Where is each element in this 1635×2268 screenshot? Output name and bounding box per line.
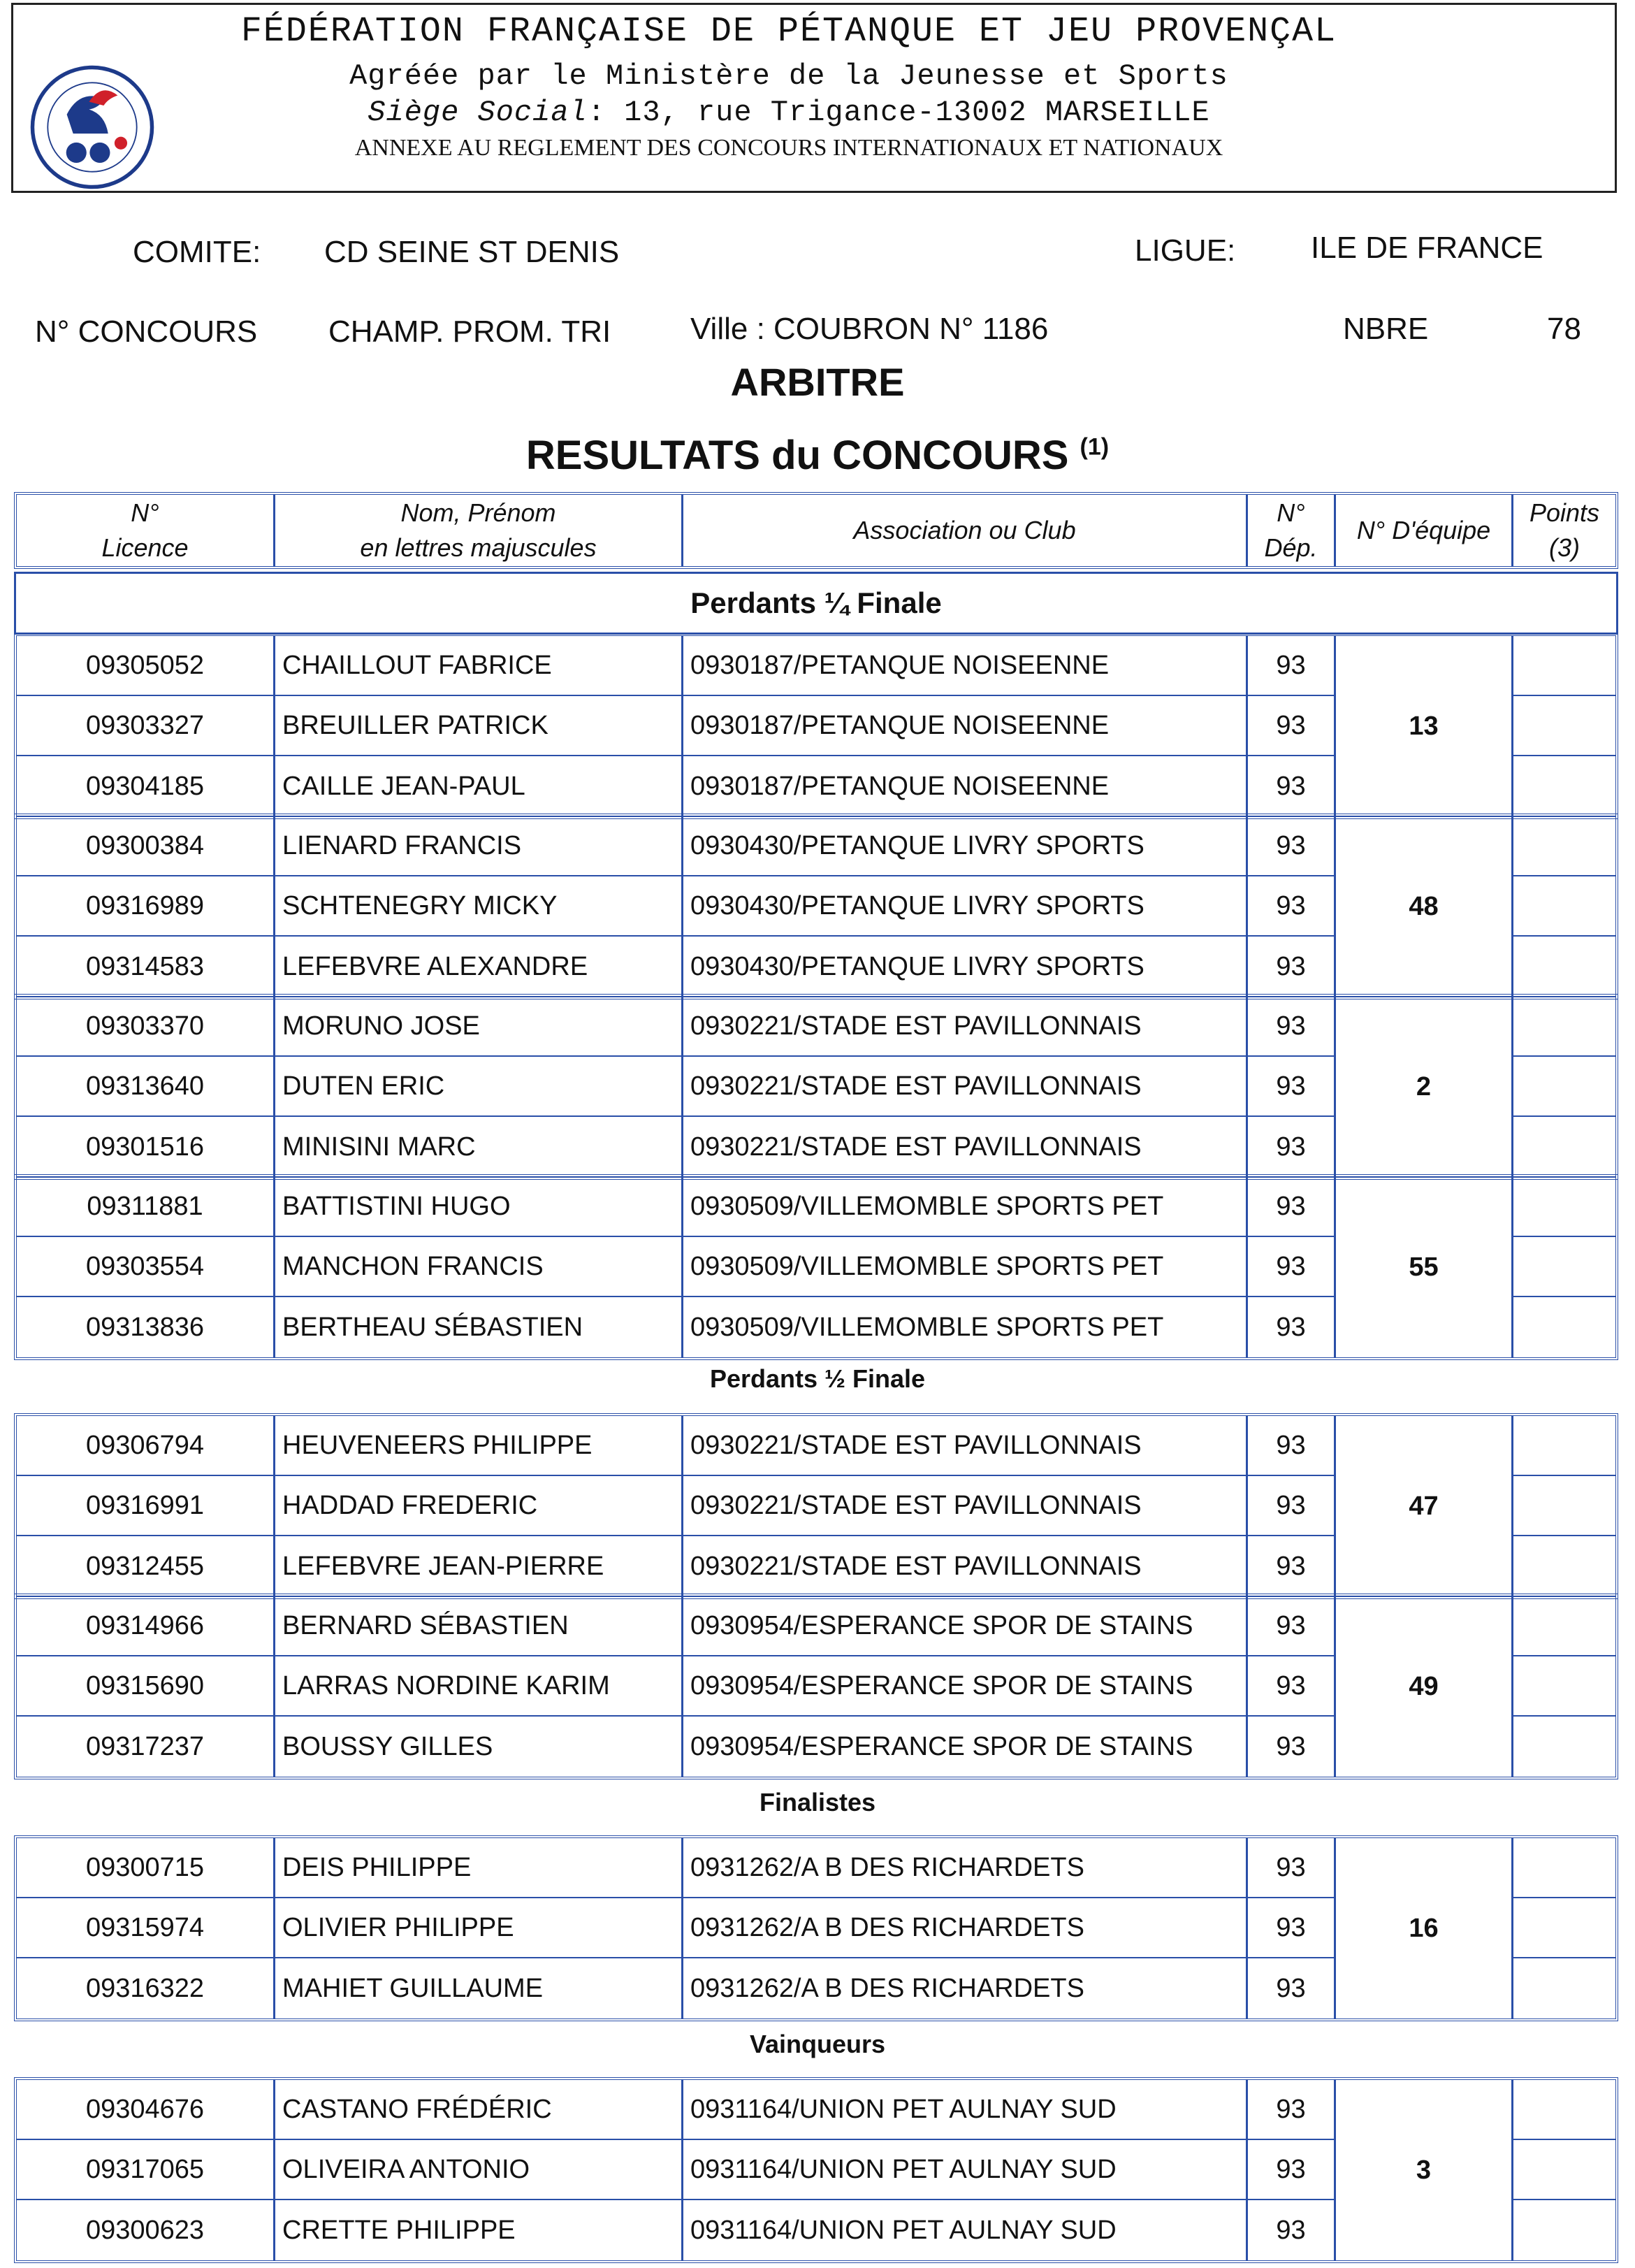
- points-cell: [1513, 1416, 1615, 1476]
- col-club-label: Association ou Club: [853, 516, 1076, 544]
- col-licence: [17, 495, 275, 566]
- resultats-note: (1): [1080, 433, 1110, 461]
- licence-cell: 09317065: [17, 2140, 275, 2200]
- nbre-value: 78: [1547, 312, 1581, 346]
- licence-cell: 09316322: [17, 1958, 275, 2018]
- col-dep-line2: Dép.: [1264, 533, 1318, 562]
- points-cell: [1513, 696, 1615, 756]
- licence-cell: 09315974: [17, 1898, 275, 1958]
- dep-cell: 93: [1248, 997, 1336, 1057]
- team-group: [14, 1835, 1618, 2021]
- name-cell: MAHIET GUILLAUME: [275, 1958, 683, 2018]
- club-cell: 0931164/UNION PET AULNAY SUD: [683, 2200, 1248, 2260]
- licence-cell: 09315690: [17, 1656, 275, 1717]
- points-cell: [1513, 2080, 1615, 2140]
- points-cell: [1513, 2140, 1615, 2200]
- team-number: 13: [1336, 636, 1513, 816]
- name-cell: DEIS PHILIPPE: [275, 1838, 683, 1898]
- club-cell: 0930221/STADE EST PAVILLONNAIS: [683, 1536, 1248, 1596]
- name-cell: HEUVENEERS PHILIPPE: [275, 1416, 683, 1476]
- licence-cell: 09303370: [17, 997, 275, 1057]
- licence-cell: 09313640: [17, 1057, 275, 1117]
- federation-header: [11, 3, 1617, 193]
- points-cell: [1513, 1898, 1615, 1958]
- name-cell: MANCHON FRANCIS: [275, 1237, 683, 1297]
- dep-cell: 93: [1248, 1057, 1336, 1117]
- licence-cell: 09303327: [17, 696, 275, 756]
- section-title: Finalistes: [759, 1788, 876, 1816]
- name-cell: SCHTENEGRY MICKY: [275, 876, 683, 937]
- siege-line: [125, 96, 1453, 129]
- team-group: [14, 814, 1618, 999]
- club-cell: 0930187/PETANQUE NOISEENNE: [683, 636, 1248, 696]
- comite-value: CD SEINE ST DENIS: [324, 235, 620, 269]
- nbre-label: NBRE: [1343, 312, 1429, 346]
- club-cell: 0930509/VILLEMOMBLE SPORTS PET: [683, 1177, 1248, 1237]
- club-cell: 0930221/STADE EST PAVILLONNAIS: [683, 1416, 1248, 1476]
- licence-cell: 09314966: [17, 1596, 275, 1656]
- resultats-text: RESULTATS du CONCOURS: [525, 433, 1069, 478]
- dep-cell: 93: [1248, 937, 1336, 997]
- points-cell: [1513, 1958, 1615, 2018]
- points-cell: [1513, 2200, 1615, 2260]
- resultats-title: [0, 432, 1635, 479]
- dep-cell: 93: [1248, 1117, 1336, 1177]
- dep-cell: 93: [1248, 1476, 1336, 1536]
- dep-cell: 93: [1248, 1838, 1336, 1898]
- name-cell: MINISINI MARC: [275, 1117, 683, 1177]
- licence-cell: 09304185: [17, 756, 275, 816]
- club-cell: 0930187/PETANQUE NOISEENNE: [683, 756, 1248, 816]
- dep-cell: 93: [1248, 1898, 1336, 1958]
- dep-cell: 93: [1248, 756, 1336, 816]
- licence-cell: 09303554: [17, 1237, 275, 1297]
- team-number: 16: [1336, 1838, 1513, 2018]
- dep-cell: 93: [1248, 2140, 1336, 2200]
- licence-cell: 09306794: [17, 1416, 275, 1476]
- team-group: [14, 1413, 1618, 1599]
- licence-cell: 09301516: [17, 1117, 275, 1177]
- team-number: 47: [1336, 1416, 1513, 1596]
- points-cell: [1513, 1057, 1615, 1117]
- club-cell: 0930954/ESPERANCE SPOR DE STAINS: [683, 1717, 1248, 1777]
- club-cell: 0930430/PETANQUE LIVRY SPORTS: [683, 937, 1248, 997]
- club-cell: 0930954/ESPERANCE SPOR DE STAINS: [683, 1596, 1248, 1656]
- licence-cell: 09313836: [17, 1297, 275, 1357]
- dep-cell: 93: [1248, 1297, 1336, 1357]
- licence-cell: 09311881: [17, 1177, 275, 1237]
- licence-cell: 09304676: [17, 2080, 275, 2140]
- section-title: Perdants ¼ Finale: [690, 586, 942, 619]
- siege-label: Siège Social: [368, 96, 588, 129]
- club-cell: 0930187/PETANQUE NOISEENNE: [683, 696, 1248, 756]
- team-group: [14, 1594, 1618, 1779]
- club-cell: 0930430/PETANQUE LIVRY SPORTS: [683, 876, 1248, 937]
- col-points: [1513, 495, 1615, 566]
- col-dep-line1: N°: [1277, 498, 1305, 527]
- col-points-line2: (3): [1549, 533, 1580, 562]
- team-group: [14, 1174, 1618, 1360]
- agreement-line: Agréée par le Ministère de la Jeunesse et Sports: [349, 59, 1228, 93]
- ville-line: Ville : COUBRON N° 1186: [690, 312, 1049, 346]
- points-cell: [1513, 1596, 1615, 1656]
- club-cell: 0931262/A B DES RICHARDETS: [683, 1958, 1248, 2018]
- dep-cell: 93: [1248, 816, 1336, 876]
- name-cell: LEFEBVRE ALEXANDRE: [275, 937, 683, 997]
- licence-cell: 09305052: [17, 636, 275, 696]
- points-cell: [1513, 937, 1615, 997]
- dep-cell: 93: [1248, 876, 1336, 937]
- club-cell: 0931262/A B DES RICHARDETS: [683, 1838, 1248, 1898]
- name-cell: BERNARD SÉBASTIEN: [275, 1596, 683, 1656]
- name-cell: MORUNO JOSE: [275, 997, 683, 1057]
- name-cell: OLIVEIRA ANTONIO: [275, 2140, 683, 2200]
- name-cell: BATTISTINI HUGO: [275, 1177, 683, 1237]
- dep-cell: 93: [1248, 1177, 1336, 1237]
- points-cell: [1513, 1177, 1615, 1237]
- name-cell: LARRAS NORDINE KARIM: [275, 1656, 683, 1717]
- club-cell: 0931164/UNION PET AULNAY SUD: [683, 2140, 1248, 2200]
- federation-name: FÉDÉRATION FRANÇAISE DE PÉTANQUE ET JEU PROVENÇAL: [240, 12, 1337, 52]
- club-cell: 0930509/VILLEMOMBLE SPORTS PET: [683, 1237, 1248, 1297]
- points-cell: [1513, 756, 1615, 816]
- name-cell: CRETTE PHILIPPE: [275, 2200, 683, 2260]
- name-cell: DUTEN ERIC: [275, 1057, 683, 1117]
- team-group: [14, 994, 1618, 1180]
- concours-value: CHAMP. PROM. TRI: [328, 315, 611, 349]
- section-title: Vainqueurs: [749, 2030, 886, 2058]
- col-equipe-label: N° D'équipe: [1356, 516, 1491, 544]
- points-cell: [1513, 1536, 1615, 1596]
- annexe-line: ANNEXE AU REGLEMENT DES CONCOURS INTERNATIONAUX ET NATIONAUX: [354, 135, 1223, 161]
- licence-cell: 09316991: [17, 1476, 275, 1536]
- col-nom-line1: Nom, Prénom: [400, 498, 556, 527]
- licence-cell: 09312455: [17, 1536, 275, 1596]
- siege-address: : 13, rue Trigance-13002 MARSEILLE: [587, 96, 1210, 129]
- name-cell: BREUILLER PATRICK: [275, 696, 683, 756]
- col-dep: [1248, 495, 1336, 566]
- licence-cell: 09314583: [17, 937, 275, 997]
- licence-cell: 09300384: [17, 816, 275, 876]
- dep-cell: 93: [1248, 2200, 1336, 2260]
- comite-label: COMITE:: [133, 235, 261, 269]
- col-licence-line2: Licence: [101, 533, 189, 562]
- team-group: [14, 2077, 1618, 2263]
- col-points-line1: Points: [1529, 498, 1600, 527]
- concours-label: N° CONCOURS: [35, 315, 258, 349]
- points-cell: [1513, 1476, 1615, 1536]
- dep-cell: 93: [1248, 1958, 1336, 2018]
- arbitre-title: ARBITRE: [730, 360, 905, 404]
- club-cell: 0930954/ESPERANCE SPOR DE STAINS: [683, 1656, 1248, 1717]
- dep-cell: 93: [1248, 1596, 1336, 1656]
- name-cell: BERTHEAU SÉBASTIEN: [275, 1297, 683, 1357]
- points-cell: [1513, 1656, 1615, 1717]
- points-cell: [1513, 997, 1615, 1057]
- club-cell: 0930221/STADE EST PAVILLONNAIS: [683, 1057, 1248, 1117]
- team-number: 55: [1336, 1177, 1513, 1357]
- dep-cell: 93: [1248, 1416, 1336, 1476]
- points-cell: [1513, 1838, 1615, 1898]
- team-number: 48: [1336, 816, 1513, 997]
- points-cell: [1513, 636, 1615, 696]
- points-cell: [1513, 1117, 1615, 1177]
- team-number: 3: [1336, 2080, 1513, 2260]
- name-cell: CHAILLOUT FABRICE: [275, 636, 683, 696]
- col-equipe: [1336, 495, 1513, 566]
- club-cell: 0930221/STADE EST PAVILLONNAIS: [683, 1117, 1248, 1177]
- dep-cell: 93: [1248, 1717, 1336, 1777]
- section-title-box: [14, 572, 1618, 635]
- table-header: [14, 492, 1618, 569]
- dep-cell: 93: [1248, 1656, 1336, 1717]
- name-cell: HADDAD FREDERIC: [275, 1476, 683, 1536]
- club-cell: 0930509/VILLEMOMBLE SPORTS PET: [683, 1297, 1248, 1357]
- col-licence-line1: N°: [131, 498, 159, 527]
- dep-cell: 93: [1248, 1237, 1336, 1297]
- ligue-value: ILE DE FRANCE: [1311, 231, 1543, 265]
- name-cell: LIENARD FRANCIS: [275, 816, 683, 876]
- col-nom-line2: en lettres majuscules: [360, 533, 597, 562]
- ligue-label: LIGUE:: [1135, 233, 1236, 268]
- club-cell: 0931164/UNION PET AULNAY SUD: [683, 2080, 1248, 2140]
- team-number: 2: [1336, 997, 1513, 1177]
- licence-cell: 09300623: [17, 2200, 275, 2260]
- dep-cell: 93: [1248, 636, 1336, 696]
- licence-cell: 09317237: [17, 1717, 275, 1777]
- col-nom: [275, 495, 683, 566]
- name-cell: CASTANO FRÉDÉRIC: [275, 2080, 683, 2140]
- points-cell: [1513, 816, 1615, 876]
- name-cell: OLIVIER PHILIPPE: [275, 1898, 683, 1958]
- club-cell: 0930430/PETANQUE LIVRY SPORTS: [683, 816, 1248, 876]
- club-cell: 0930221/STADE EST PAVILLONNAIS: [683, 1476, 1248, 1536]
- club-cell: 0930221/STADE EST PAVILLONNAIS: [683, 997, 1248, 1057]
- dep-cell: 93: [1248, 696, 1336, 756]
- points-cell: [1513, 1237, 1615, 1297]
- section-title: Perdants ½ Finale: [709, 1364, 926, 1393]
- name-cell: LEFEBVRE JEAN-PIERRE: [275, 1536, 683, 1596]
- licence-cell: 09316989: [17, 876, 275, 937]
- name-cell: CAILLE JEAN-PAUL: [275, 756, 683, 816]
- team-group: [14, 633, 1618, 819]
- points-cell: [1513, 1297, 1615, 1357]
- points-cell: [1513, 1717, 1615, 1777]
- dep-cell: 93: [1248, 1536, 1336, 1596]
- dep-cell: 93: [1248, 2080, 1336, 2140]
- points-cell: [1513, 876, 1615, 937]
- col-club: [683, 495, 1248, 566]
- club-cell: 0931262/A B DES RICHARDETS: [683, 1898, 1248, 1958]
- name-cell: BOUSSY GILLES: [275, 1717, 683, 1777]
- team-number: 49: [1336, 1596, 1513, 1777]
- licence-cell: 09300715: [17, 1838, 275, 1898]
